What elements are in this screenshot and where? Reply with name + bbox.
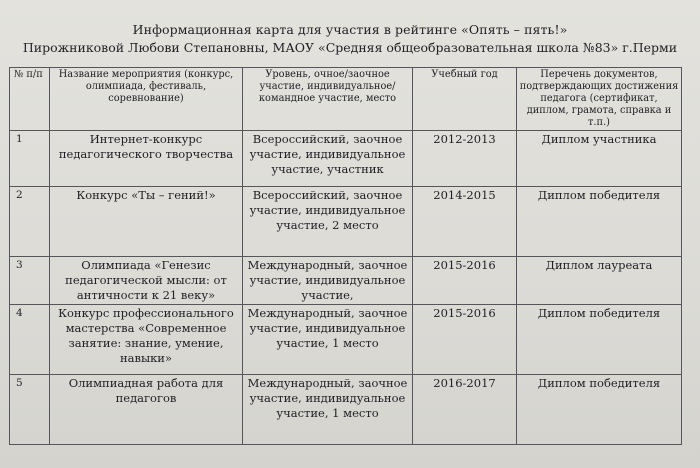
column-header-year: Учебный год [413, 68, 517, 131]
academic-year: 2015-2016 [413, 305, 517, 375]
event-name: Олимпиада «Генезис педагогической мысли: от античности к 21 веку» [50, 257, 243, 305]
event-name: Олимпиадная работа для педагогов [50, 375, 243, 445]
document-type: Диплом лауреата [517, 257, 682, 305]
table-row [10, 187, 682, 257]
row-number: 3 [10, 257, 50, 305]
participation-level: Всероссийский, заочное участие, индивидуальное участие, 2 место [243, 187, 413, 257]
document-type: Диплом победителя [517, 305, 682, 375]
row-number: 4 [10, 305, 50, 375]
row-number: 2 [10, 187, 50, 257]
event-name: Конкурс «Ты – гений!» [50, 187, 243, 257]
column-header-event: Название мероприятия (конкурс, олимпиада, фестиваль, соревнование) [50, 68, 243, 131]
event-name: Интернет-конкурс педагогического творчества [50, 131, 243, 187]
participation-level: Международный, заочное участие, индивидуальное участие, 1 место [243, 375, 413, 445]
table-row [10, 131, 682, 187]
table-row [10, 375, 682, 445]
document-type: Диплом участника [517, 131, 682, 187]
document-subtitle: Пирожниковой Любови Степановны, МАОУ «Средняя общеобразовательная школа №83» г.Перми [22, 40, 678, 55]
table-row [10, 305, 682, 375]
participation-level: Всероссийский, заочное участие, индивидуальное участие, участник [243, 131, 413, 187]
document-title: Информационная карта для участия в рейтинге «Опять – пять!» [132, 22, 568, 37]
achievements-table [9, 67, 682, 445]
academic-year: 2014-2015 [413, 187, 517, 257]
table-row [10, 257, 682, 305]
row-number: 1 [10, 131, 50, 187]
academic-year: 2016-2017 [413, 375, 517, 445]
document-type: Диплом победителя [517, 375, 682, 445]
document-type: Диплом победителя [517, 187, 682, 257]
participation-level: Международный, заочное участие, индивидуальное участие, [243, 257, 413, 305]
column-header-level: Уровень, очное/заочное участие, индивидуальное/командное участие, место [243, 68, 413, 131]
academic-year: 2012-2013 [413, 131, 517, 187]
table-header-row [10, 68, 682, 131]
column-header-documents: Перечень документов, подтверждающих достижения педагога (сертификат, диплом, грамота, справка и т.п.) [517, 68, 682, 131]
academic-year: 2015-2016 [413, 257, 517, 305]
participation-level: Международный, заочное участие, индивидуальное участие, 1 место [243, 305, 413, 375]
row-number: 5 [10, 375, 50, 445]
column-header-number: № п/п [10, 68, 50, 131]
event-name: Конкурс профессионального мастерства «Современное занятие: знание, умение, навыки» [50, 305, 243, 375]
